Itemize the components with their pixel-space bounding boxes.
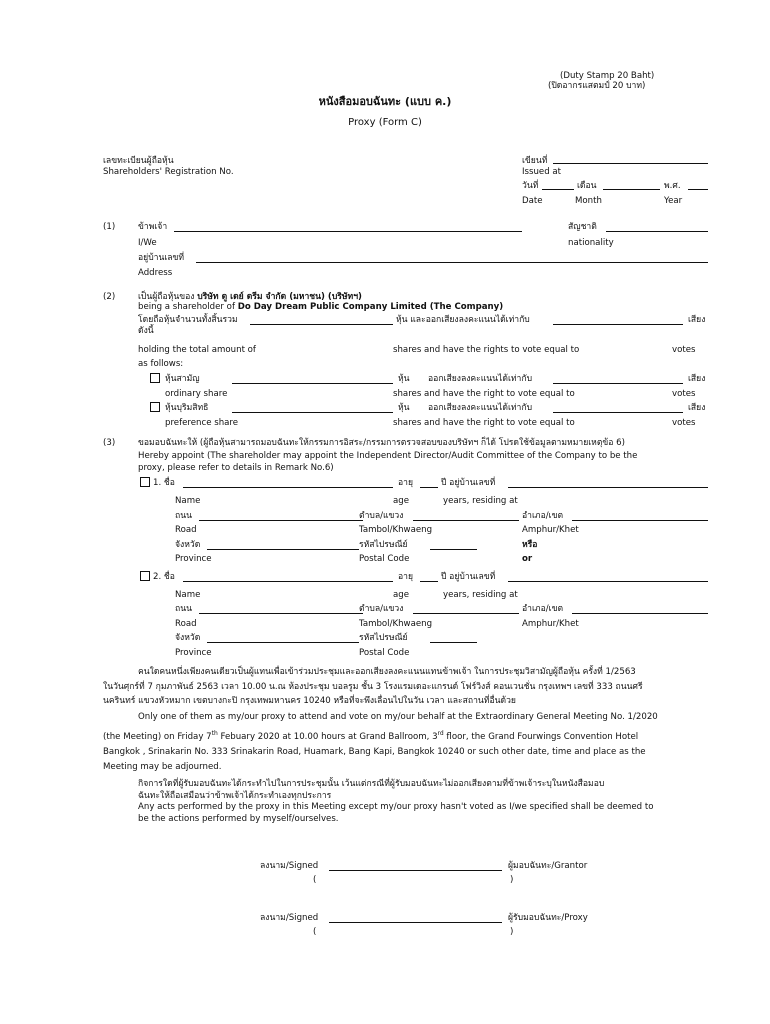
total-shares-field[interactable] xyxy=(250,324,393,325)
proxy-2-address-field[interactable] xyxy=(508,581,708,582)
proxy-1-amphur-field[interactable] xyxy=(572,520,708,521)
preference-siang-th: เสียง xyxy=(688,403,706,413)
meeting-en-2-sup-th: th xyxy=(211,729,218,737)
proxy-1-tambol-field[interactable] xyxy=(413,520,519,521)
proxy-1-road-field[interactable] xyxy=(199,520,363,521)
proxy-1-postal-en: Postal Code xyxy=(359,554,410,564)
proxy-1-age-th: อายุ xyxy=(398,478,414,488)
address-label-en: Address xyxy=(138,268,173,278)
nationality-field[interactable] xyxy=(606,231,708,232)
proxy-open-paren: ( xyxy=(313,927,317,937)
total-votes-field[interactable] xyxy=(553,324,683,325)
proxy-2-years-th: ปี อยู่บ้านเลขที่ xyxy=(441,572,496,582)
preference-votes-en: votes xyxy=(672,418,696,428)
grantor-label: ผู้มอบฉันทะ/Grantor xyxy=(508,861,588,871)
meeting-th-line-1: คนใดคนหนึ่งเพียงคนเดียวเป็นผู้แทนเพื่อเข้าร่วมประชุมและออกเสียงลงคะแนนแทนข้าพเจ้า ในการประชุมวิสามัญผู้ถือหุ้น ครั้งที่ 1/2563 xyxy=(138,667,636,677)
proxy-1-years-en: years, residing at xyxy=(443,496,518,506)
proxy-1-province-en: Province xyxy=(175,554,212,564)
proxy-1-province-field[interactable] xyxy=(207,549,359,550)
proxy-1-postal-field[interactable] xyxy=(430,549,477,550)
preference-vote-th: ออกเสียงลงคะแนนได้เท่ากับ xyxy=(428,403,533,413)
proxy-1-amphur-th: อำเภอ/เขต xyxy=(522,511,564,521)
proxy-2-amphur-field[interactable] xyxy=(572,613,708,614)
nationality-label-th: สัญชาติ xyxy=(568,222,597,232)
proxy-2-postal-field[interactable] xyxy=(430,642,477,643)
shares-vote-en: shares and have the rights to vote equal to xyxy=(393,345,580,355)
proxy-2-province-th: จังหวัด xyxy=(175,633,201,643)
acts-paragraph xyxy=(138,779,653,825)
preference-share-en: preference share xyxy=(165,418,239,428)
proxy-1-road-th: ถนน xyxy=(175,511,192,521)
preference-shares-right-en: shares and have the right to vote equal to xyxy=(393,418,575,428)
address-label-th: อยู่บ้านเลขที่ xyxy=(138,253,185,263)
acts-th-line-2: ฉันทะให้ถือเสมือนว่าข้าพเจ้าได้กระทำเองทุกประการ xyxy=(138,790,332,801)
proxy-2-postal-en: Postal Code xyxy=(359,648,410,658)
appoint-th: ขอมอบฉันทะให้ (ผู้ถือหุ้นสามารถมอบฉันทะให้กรรมการอิสระ/กรรมการตรวจสอบของบริษัทฯ ก็ได้ โปรดใช้ข้อมูลตามหมายเหตุข้อ 6) xyxy=(138,438,626,448)
section-2-number: (2) xyxy=(103,292,116,302)
ordinary-votes-field[interactable] xyxy=(553,383,683,384)
registration-label-th: เลขทะเบียนผู้ถือหุ้น xyxy=(103,156,174,166)
ordinary-votes-en: votes xyxy=(672,389,696,399)
ordinary-shares-field[interactable] xyxy=(232,383,393,384)
preference-hun-th: หุ้น xyxy=(398,403,410,413)
meeting-en-line-2 xyxy=(103,726,711,745)
i-label-th: ข้าพเจ้า xyxy=(138,222,168,232)
company-name-th: บริษัท ดู เดย์ ดรีม จำกัด (มหาชน) (บริษัทฯ) xyxy=(197,292,362,302)
grantor-name-field[interactable] xyxy=(174,231,522,232)
proxy-1-road-en: Road xyxy=(175,525,197,535)
preference-share-th: หุ้นบุริมสิทธิ xyxy=(165,403,209,413)
proxy-2-road-en: Road xyxy=(175,619,197,629)
proxy-2-province-field[interactable] xyxy=(207,642,359,643)
date-label-en: Date xyxy=(522,196,543,206)
proxy-1-name-field[interactable] xyxy=(183,487,393,488)
proxy-1-name-label: 1. ชื่อ xyxy=(153,478,175,488)
month-field[interactable] xyxy=(603,189,660,190)
proxy-1-address-field[interactable] xyxy=(508,487,708,488)
shares-vote-th: หุ้น และออกเสียงลงคะแนนได้เท่ากับ xyxy=(396,315,530,325)
appoint-en-line-1: Hereby appoint (The shareholder may appoint the Independent Director/Audit Committee of the Company to be the xyxy=(138,451,638,461)
proxy-1-amphur-en: Amphur/Khet xyxy=(522,525,579,535)
ordinary-share-th: หุ้นสามัญ xyxy=(165,374,200,384)
ordinary-vote-th: ออกเสียงลงคะแนนได้เท่ากับ xyxy=(428,374,533,384)
proxy-1-checkbox[interactable] xyxy=(140,477,150,487)
proxy-2-road-th: ถนน xyxy=(175,604,192,614)
meeting-th-line-2: ในวันศุกร์ที่ 7 กุมภาพันธ์ 2563 เวลา 10.00 น.ณ ห้องประชุม บอลรูม ชั้น 3 โรงแรมเดอะแกรนด์ โฟร์วิงส์ คอนเวนชั่น กรุงเทพฯ เลขที่ 333 ถนนศรี xyxy=(103,681,643,692)
duty-stamp-en: (Duty Stamp 20 Baht) xyxy=(560,71,655,81)
date-label-th: วันที่ xyxy=(522,181,539,191)
i-label-en: I/We xyxy=(138,238,157,248)
proxy-close-paren: ) xyxy=(510,927,514,937)
issued-at-en: Issued at xyxy=(522,167,562,177)
proxy-signature-field[interactable] xyxy=(329,922,502,923)
grantor-signature-field[interactable] xyxy=(329,870,502,871)
ordinary-siang-th: เสียง xyxy=(688,374,706,384)
as-follows-en: as follows: xyxy=(138,359,184,369)
proxy-2-name-field[interactable] xyxy=(183,581,393,582)
month-label-th: เดือน xyxy=(577,181,597,191)
proxy-1-tambol-th: ตำบล/แขวง xyxy=(359,511,404,521)
proxy-2-checkbox[interactable] xyxy=(140,571,150,581)
form-title-en: Proxy (Form C) xyxy=(348,117,422,128)
registration-label-en: Shareholders' Registration No. xyxy=(103,167,234,177)
ordinary-shares-right-en: shares and have the right to vote equal to xyxy=(393,389,575,399)
proxy-2-age-th: อายุ xyxy=(398,572,414,582)
nationality-label-en: nationality xyxy=(568,238,614,248)
meeting-paragraph-en xyxy=(103,710,711,776)
ordinary-share-checkbox[interactable] xyxy=(150,373,160,383)
proxy-2-province-en: Province xyxy=(175,648,212,658)
proxy-signed-label: ลงนาม/Signed xyxy=(260,913,319,923)
proxy-label: ผู้รับมอบฉันทะ/Proxy xyxy=(508,913,588,923)
year-field[interactable] xyxy=(688,189,708,190)
grantor-signed-label: ลงนาม/Signed xyxy=(260,861,319,871)
proxy-2-postal-th: รหัสไปรษณีย์ xyxy=(359,633,408,643)
meeting-en-2c: floor, the Grand Fourwings Convention Hotel xyxy=(443,731,639,742)
proxy-2-amphur-th: อำเภอ/เขต xyxy=(522,604,564,614)
year-label-th: พ.ศ. xyxy=(664,181,681,191)
proxy-2-years-en: years, residing at xyxy=(443,590,518,600)
meeting-en-line-3: Bangkok , Srinakarin No. 333 Srinakarin Road, Huamark, Bang Kapi, Bangkok 10240 or such other date, time and place as the xyxy=(103,746,646,757)
acts-en-line-2: be the actions performed by myself/ourselves. xyxy=(138,813,339,824)
preference-shares-field[interactable] xyxy=(232,412,393,413)
shareholder-of-en xyxy=(138,302,503,313)
ordinary-hun-th: หุ้น xyxy=(398,374,410,384)
appoint-en-line-2: proxy, please refer to details in Remark No.6) xyxy=(138,463,334,473)
preference-votes-field[interactable] xyxy=(553,412,683,413)
votes-en: votes xyxy=(672,345,696,355)
preference-share-checkbox[interactable] xyxy=(150,402,160,412)
as-follows-th: ดังนี้ xyxy=(138,326,154,336)
meeting-th-line-3: นครินทร์ แขวงหัวหมาก เขตบางกะปิ กรุงเทพมหานคร 10240 หรือที่จะพึงเลื่อนไปในวัน เวลา และสถานที่อื่นด้วย xyxy=(103,696,516,706)
grantor-close-paren: ) xyxy=(510,875,514,885)
proxy-1-age-field[interactable] xyxy=(420,487,438,488)
meeting-paragraph-th xyxy=(103,665,711,709)
proxy-1-age-en: age xyxy=(393,496,410,506)
proxy-1-postal-th: รหัสไปรษณีย์ xyxy=(359,540,408,550)
written-at-field[interactable] xyxy=(553,163,708,164)
proxy-1-tambol-en: Tambol/Khwaeng xyxy=(359,525,433,535)
proxy-1-province-th: จังหวัด xyxy=(175,540,201,550)
proxy-2-name-en: Name xyxy=(175,590,201,600)
date-field[interactable] xyxy=(542,189,574,190)
ordinary-share-en: ordinary share xyxy=(165,389,228,399)
meeting-en-line-4: Meeting may be adjourned. xyxy=(103,762,222,773)
duty-stamp-th: (ปิดอากรแสตมป์ 20 บาท) xyxy=(548,81,646,91)
or-th: หรือ xyxy=(522,540,538,550)
grantor-open-paren: ( xyxy=(313,875,317,885)
written-at-th: เขียนที่ xyxy=(522,156,548,166)
address-field[interactable] xyxy=(196,262,708,263)
shareholder-of-th-prefix: เป็นผู้ถือหุ้นของ xyxy=(138,292,195,302)
year-label-en: Year xyxy=(664,196,683,206)
proxy-1-years-th: ปี อยู่บ้านเลขที่ xyxy=(441,478,496,488)
proxy-2-name-label: 2. ชื่อ xyxy=(153,572,175,582)
section-1-number: (1) xyxy=(103,222,116,232)
section-3-number: (3) xyxy=(103,438,116,448)
proxy-2-road-field[interactable] xyxy=(199,613,363,614)
month-label-en: Month xyxy=(575,196,602,206)
meeting-en-2-sup-rd: rd xyxy=(437,729,444,737)
acts-en-line-1: Any acts performed by the proxy in this Meeting except my/our proxy hasn't voted as I/we specified shall be deemed to xyxy=(138,802,654,812)
proxy-2-amphur-en: Amphur/Khet xyxy=(522,619,579,629)
proxy-2-tambol-en: Tambol/Khwaeng xyxy=(359,619,433,629)
meeting-en-2a: (the Meeting) on Friday 7 xyxy=(103,731,212,742)
proxy-2-age-en: age xyxy=(393,590,410,600)
company-name-en: Do Day Dream Public Company Limited (The Company) xyxy=(237,302,504,312)
or-en: or xyxy=(522,554,533,564)
hold-total-th: โดยถือหุ้นจำนวนทั้งสิ้นรวม xyxy=(138,315,238,325)
proxy-2-tambol-th: ตำบล/แขวง xyxy=(359,604,404,614)
proxy-2-age-field[interactable] xyxy=(420,581,438,582)
proxy-2-tambol-field[interactable] xyxy=(413,613,519,614)
meeting-en-2b: Febuary 2020 at 10.00 hours at Grand Ballroom, 3 xyxy=(217,731,438,742)
hold-total-en: holding the total amount of xyxy=(138,345,256,355)
proxy-1-name-en: Name xyxy=(175,496,201,506)
meeting-en-line-1: Only one of them as my/our proxy to attend and vote on my/our behalf at the Extraordinary General Meeting No. 1/2020 xyxy=(138,712,658,722)
votes-th: เสียง xyxy=(688,315,706,325)
form-title-th: หนังสือมอบฉันทะ (แบบ ค.) xyxy=(318,95,452,108)
acts-th-line-1: กิจการใดที่ผู้รับมอบฉันทะได้กระทำไปในการประชุมนั้น เว้นแต่กรณีที่ผู้รับมอบฉันทะไม่ออกเสียงตามที่ข้าพเจ้าระบุในหนังสือมอบ xyxy=(138,779,605,789)
shareholder-of-en-prefix: being a shareholder of xyxy=(138,302,235,312)
